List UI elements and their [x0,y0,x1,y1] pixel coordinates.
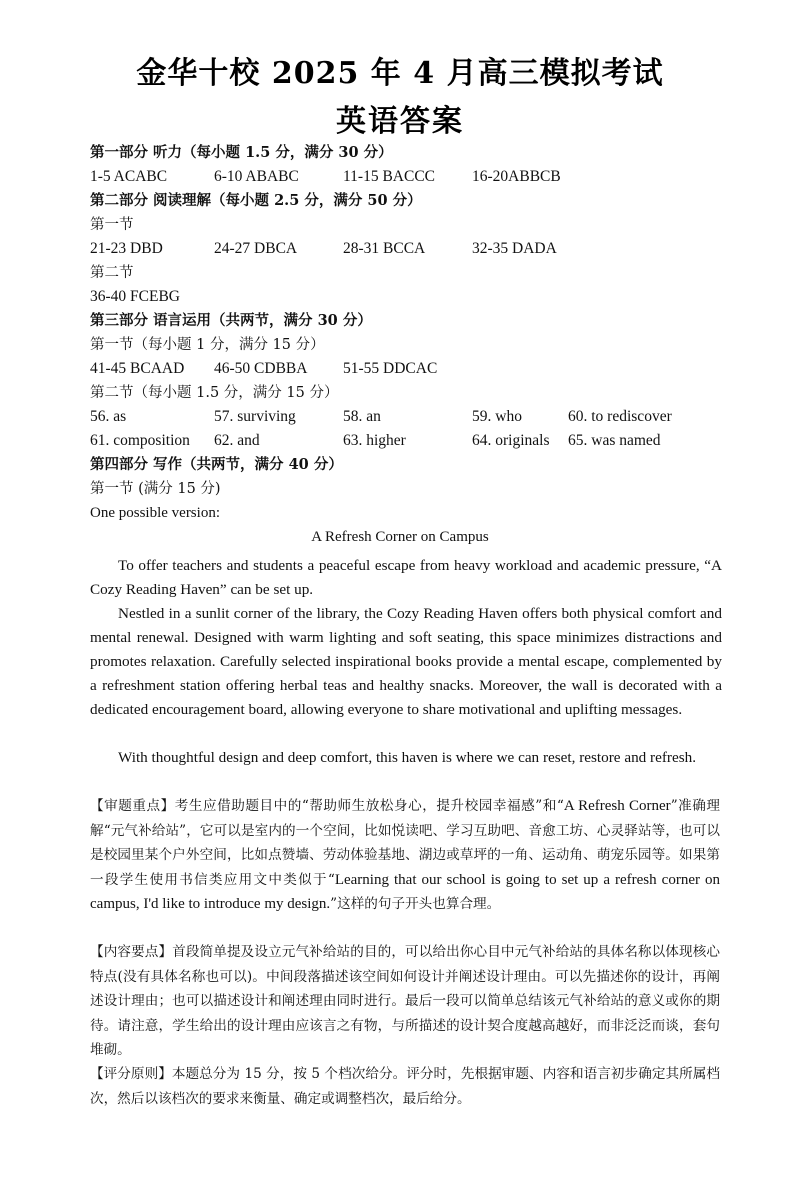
review-focus-text: ”准确理解“元气补给站”，它可以是室内的一个空间，比如悦读吧、学习互助吧、音愈工坊、心灵驿站等，也可以是校园里某个户外空间，比如点赞墙、劳动体验基地、湖边或草坪的一角、运动角、萌宠乐园等。如果第一段学生使用书信类应用文中类似于“ [90,798,721,888]
answer-group: 36-40 FCEBG [90,288,180,305]
part3-section1-label: 第一节（每小题 1 分，满分 15 分） [90,337,325,353]
review-focus-english: A Refresh Corner [563,798,671,814]
answer-group: 28-31 BCCA [343,240,426,257]
fill-answer: 65. was named [568,432,661,449]
review-focus-english: Learning that our school is going to set up a refresh corner on campus, I'd like to introduce my design. [90,871,720,912]
part2-heading: 第二部分 阅读理解（每小题 2.5 分，满分 50 分） [90,192,422,209]
fill-answer: 59. who [472,408,522,425]
answer-group: 24-27 DBCA [214,240,298,257]
fill-answer: 62. and [214,432,260,449]
essay-paragraph: To offer teachers and students a peaceful escape from heavy workload and academic pressure, “A Cozy Reading Haven” can be set up. [90,557,722,598]
review-focus-label: 【审题重点】 [90,798,175,814]
review-focus-note [90,794,720,917]
answer-group: 21-23 DBD [90,240,163,257]
content-points-text: 首段简单提及设立元气补给站的目的，可以给出你心目中元气补给站的具体名称以体现核心特点(没有具体名称也可以)。中间段落描述该空间如何设计并阐述设计理由。可以先描述你的设计，再阐述设计理由；也可以描述设计和阐述理由同时进行。最后一段可以简单总结该元气补给站的意义或你的期待。请注意，学生给出的设计理由应该言之有物，与所描述的设计契合度越高越好，而非泛泛而谈，套句堆砌。 [90,944,720,1058]
possible-version-label: One possible version: [90,505,220,521]
page-subtitle: 英语答案 [336,104,464,139]
answer-group: 51-55 DDCAC [343,360,438,377]
grading-principle-text: 本题总分为 15 分，按 5 个档次给分。评分时，先根据审题、内容和语言初步确定其所属档次，然后以该档次的要求来衡量、确定或调整档次，最后给分。 [90,1066,720,1107]
essay-title: A Refresh Corner on Campus [311,529,489,545]
part3-section2-label: 第二节（每小题 1.5 分，满分 15 分） [90,385,339,401]
answer-group: 11-15 BACCC [343,168,436,185]
fill-answer: 64. originals [472,432,550,449]
fill-answer: 61. composition [90,432,190,449]
content-points-note [90,940,720,1063]
answer-group: 1-5 ACABC [90,168,168,185]
fill-answer: 58. an [343,408,381,425]
part2-section1-label: 第一节 [90,217,134,233]
answer-group: 41-45 BCAAD [90,360,185,377]
grading-principle-label: 【评分原则】 [90,1066,172,1082]
part4-heading: 第四部分 写作（共两节，满分 40 分） [90,456,343,473]
fill-answer: 56. as [90,408,127,425]
grading-principle-note [90,1062,720,1111]
review-focus-text: ”这样的句子开头也算合理。 [330,896,501,912]
review-focus-text: 考生应借助题目中的“帮助师生放松身心，提升校园幸福感”和“ [174,798,564,814]
part1-heading: 第一部分 听力（每小题 1.5 分，满分 30 分） [90,144,393,161]
answer-group: 46-50 CDBBA [214,360,308,377]
answer-group: 6-10 ABABC [214,168,299,185]
fill-answer: 57. surviving [214,408,296,425]
page-title: 金华十校 2025 年 4 月高三模拟考试 [136,56,664,91]
essay-paragraph: With thoughtful design and deep comfort, this haven is where we can reset, restore and refresh. [118,749,697,766]
fill-answer: 63. higher [343,432,406,449]
answer-group: 16-20ABBCB [472,168,561,185]
part2-section2-label: 第二节 [90,265,134,281]
part3-heading: 第三部分 语言运用（共两节，满分 30 分） [90,312,372,329]
essay-paragraph: Nestled in a sunlit corner of the library, the Cozy Reading Haven offers both physical comfort and mental renewal. Designed with warm lighting and soft seating, this space minimizes distractions and promotes relaxation. Carefully selected inspirational books provide a mental escape, complemented by a refreshment station offering herbal teas and healthy snacks. Moreover, the wall is decorated with a dedicated encouragement board, allowing everyone to share motivational and uplifting messages. [90,605,722,718]
fill-answer: 60. to rediscover [568,408,672,425]
part4-section1-label: 第一节 (满分 15 分) [90,481,221,497]
answer-group: 32-35 DADA [472,240,557,257]
content-points-label: 【内容要点】 [90,944,173,960]
